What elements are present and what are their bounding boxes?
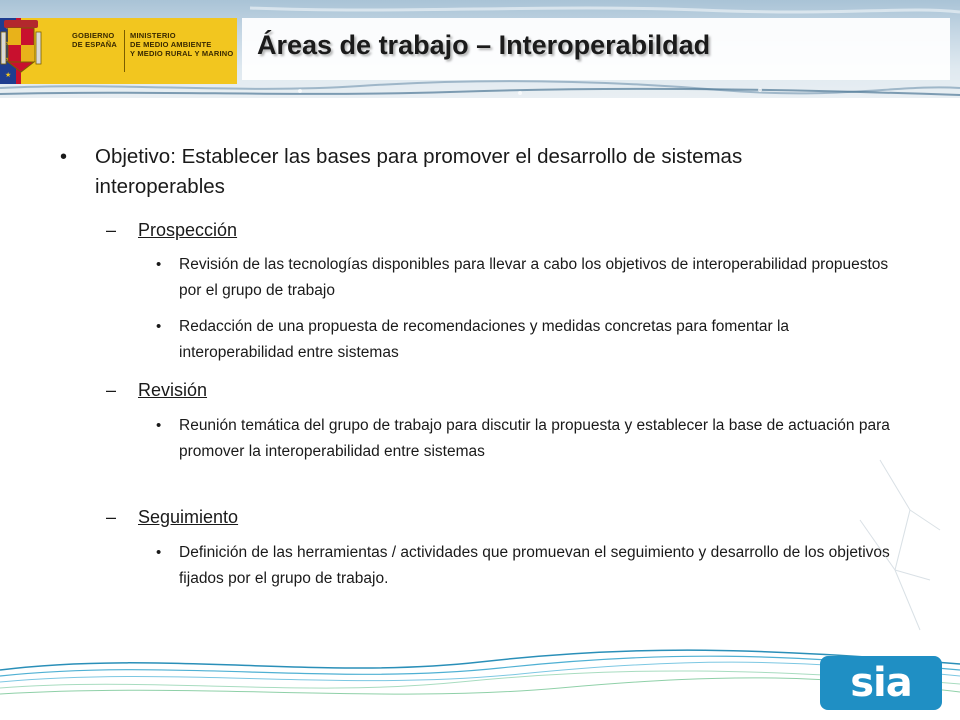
list-item: Redacción de una propuesta de recomendaciones y medidas concretas para fomentar la interoperabilidad entre sistemas [179, 318, 790, 361]
dash-icon: – [106, 507, 117, 527]
logo-divider [124, 30, 125, 72]
bullet-icon: • [60, 146, 68, 168]
footer-waves [0, 640, 960, 720]
objective-text: Objetivo: Establecer las bases para promover el desarrollo de sistemas interoperables [95, 145, 743, 198]
sia-logo [820, 656, 942, 710]
ministerio-label: MINISTERIO DE MEDIO AMBIENTE Y MEDIO RURAL Y MARINO [130, 31, 234, 58]
list-item: Revisión de las tecnologías disponibles para llevar a cabo los objetivos de interoperabilidad propuestos por el grupo de trabajo [179, 256, 889, 299]
bullet-icon: • [156, 318, 162, 335]
section-heading-prospeccion: Prospección [138, 220, 238, 240]
section-heading-revision: Revisión [138, 380, 208, 400]
list-item: Definición de las herramientas / actividades que promuevan el seguimiento y desarrollo de los objetivos fijados por el grupo de trabajo. [179, 544, 890, 587]
list-item: Reunión temática del grupo de trabajo para discutir la propuesta y establecer la base de actuación para promover la interoperabilidad entre sistemas [179, 417, 890, 460]
sia-logo-text: sia [850, 660, 912, 706]
dash-icon: – [106, 220, 117, 240]
coat-of-arms-icon [0, 18, 42, 76]
section-heading-seguimiento: Seguimiento [138, 507, 239, 527]
government-logo [0, 18, 237, 84]
page-title: Áreas de trabajo – Interoperabildad [257, 30, 711, 60]
gobierno-label: GOBIERNO DE ESPAÑA [72, 31, 118, 49]
header-band [0, 0, 960, 98]
star-icon: ★ [5, 72, 12, 79]
bullet-icon: • [156, 417, 162, 434]
bullet-icon: • [156, 256, 162, 273]
frost-decoration [840, 450, 950, 640]
bullet-icon: • [156, 544, 162, 561]
dash-icon: – [106, 380, 117, 400]
